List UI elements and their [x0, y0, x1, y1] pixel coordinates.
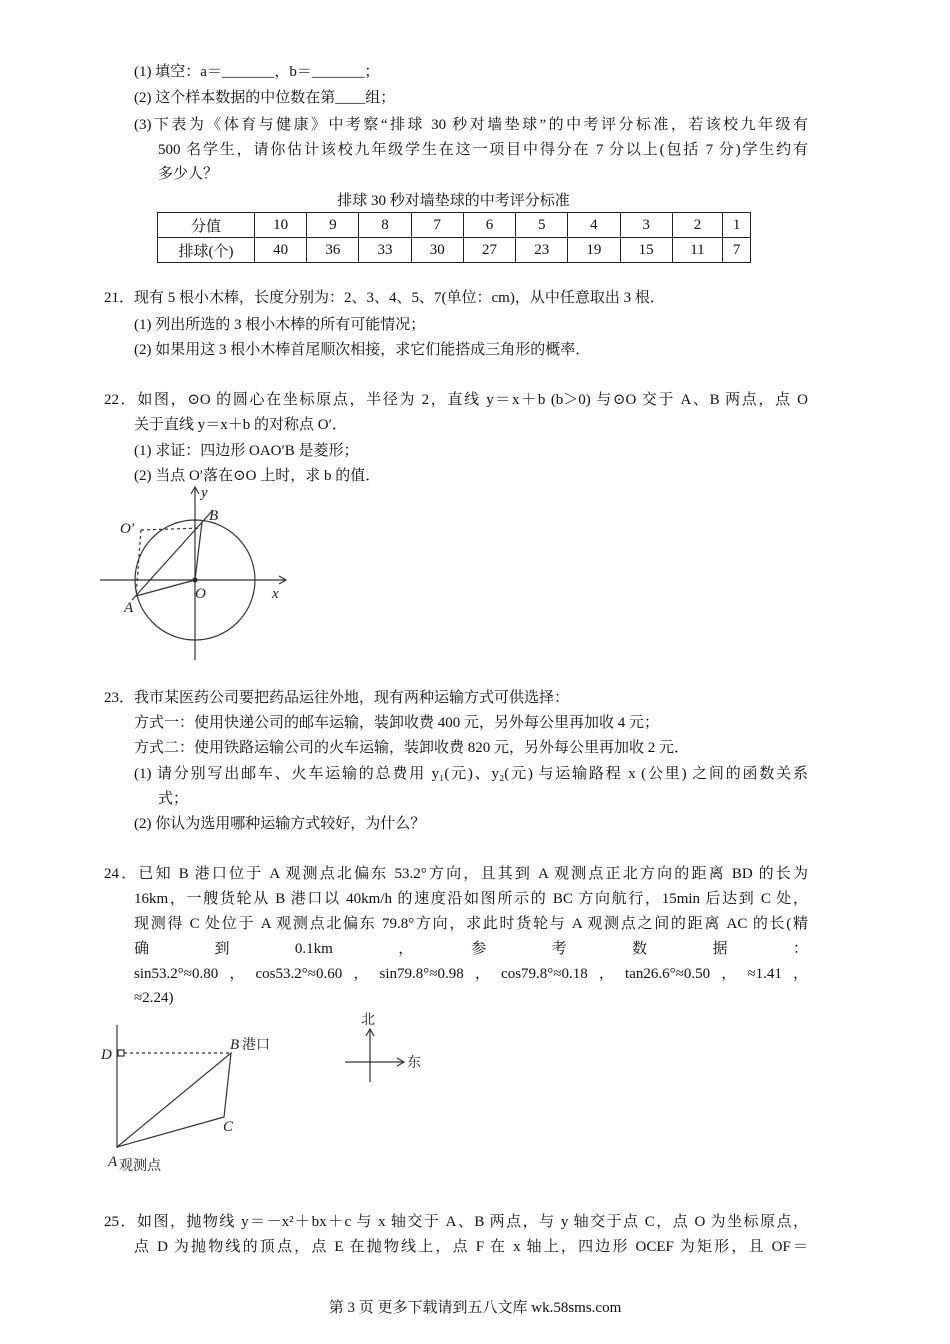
q21-part1: (1) 列出所选的 3 根小木棒的所有可能情况；	[134, 317, 426, 333]
q24-stem-line2: 16km，一艘货轮从 B 港口以 40km/h 的速度沿如图所示的 BC 方向航行，15min 后达到 C 处，	[134, 891, 808, 907]
label-b: B	[230, 1037, 240, 1053]
dashed-o-prime	[136, 528, 202, 596]
q20-part1: (1) 填空：a＝_______，b＝_______；	[134, 64, 380, 80]
q24-stem-line4: 确 到 0.1km ， 参 考 数 据 ：	[134, 941, 808, 957]
table-cell: 5	[516, 213, 568, 238]
label-b: B	[209, 508, 219, 524]
label-a: A	[108, 1154, 118, 1170]
q23-part1-line1: (1) 请分别写出邮车、火车运输的总费用 y₁(元)、y₂(元) 与运输路程 x (公里) 之间的函数关系	[134, 766, 808, 782]
label-d: D	[101, 1047, 112, 1063]
label-port: 港口	[242, 1037, 270, 1053]
page-footer: 第 3 页 更多下载请到五八文库 wk.58sms.com	[328, 1300, 622, 1316]
table-cell: 7	[723, 238, 751, 263]
label-north: 北	[361, 1012, 375, 1028]
q23-part2: (2) 你认为选用哪种运输方式较好，为什么？	[134, 816, 426, 832]
q23-stem: 23．我市某医药公司要把药品运往外地，现有两种运输方式可供选择：	[104, 690, 570, 706]
q20-part2: (2) 这个样本数据的中位数在第____组；	[134, 90, 396, 106]
q22-stem-line1: 22．如图，⊙O 的圆心在坐标原点，半径为 2，直线 y＝x＋b (b＞0) 与⊙O 交于 A、B 两点，点 O	[104, 392, 808, 408]
segment-ob	[195, 522, 202, 580]
q21-part2: (2) 如果用这 3 根小木棒首尾顺次相接，求它们能搭成三角形的概率．	[134, 342, 591, 358]
table-cell: 40	[255, 238, 307, 263]
q25-stem-line1: 25．如图，抛物线 y＝－x²＋bx＋c 与 x 轴交于 A、B 两点，与 y 轴交于点 C，点 O 为坐标原点，	[104, 1214, 808, 1230]
table-cell: 10	[255, 213, 307, 238]
label-observation: 观测点	[119, 1158, 161, 1174]
label-east: 东	[407, 1055, 421, 1071]
q22-part1: (1) 求证：四边形 OAO′B 是菱形；	[134, 443, 359, 459]
table-cell: 1	[723, 213, 751, 238]
table-cell: 30	[411, 238, 463, 263]
table-cell: 36	[307, 238, 359, 263]
q23-method2: 方式二：使用铁路运输公司的火车运输，装卸收费 820 元，另外每公里再加收 2 元．	[134, 740, 690, 756]
table-cell: 15	[620, 238, 672, 263]
table-cell: 分值	[158, 213, 255, 238]
segment-oa	[136, 580, 195, 596]
origin-point	[193, 578, 197, 582]
table-cell: 4	[568, 213, 620, 238]
table-cell: 19	[568, 238, 620, 263]
table-cell: 27	[463, 238, 515, 263]
table-cell: 9	[307, 213, 359, 238]
table-cell: 11	[672, 238, 722, 263]
label-a: A	[124, 600, 134, 616]
label-x: x	[272, 586, 279, 602]
q23-method1: 方式一：使用快递公司的邮车运输，装卸收费 400 元，另外每公里再加收 4 元；	[134, 715, 660, 731]
right-angle-mark	[118, 1050, 124, 1056]
q24-stem-line5: sin53.2°≈0.80，cos53.2°≈0.60，sin79.8°≈0.98，cos79.8°≈0.18，tan26.6°≈0.50，≈1.41，	[134, 966, 808, 982]
label-c: C	[223, 1119, 234, 1135]
q20-part3-line1: (3)下表为《体育与健康》中考察“排球 30 秒对墙垫球”的中考评分标准，若该校九年级有	[134, 117, 808, 133]
q24-stem-line3: 现测得 C 处位于 A 观测点北偏东 79.8°方向，求此时货轮与 A 观测点之间的距离 AC 的长(精	[134, 916, 808, 932]
q21-stem: 21．现有 5 根小木棒，长度分别为：2、3、4、5、7(单位：cm)，从中任意取出 3 根．	[104, 290, 665, 306]
table-cell: 6	[463, 213, 515, 238]
q20-part3-line3: 多少人？	[158, 166, 219, 182]
table-cell: 3	[620, 213, 672, 238]
q22-stem-line2: 关于直线 y＝x＋b 的对称点 O′．	[134, 417, 347, 433]
q24-stem-line1: 24．已知 B 港口位于 A 观测点北偏东 53.2°方向，且其到 A 观测点正北方向的距离 BD 的长为	[104, 866, 808, 882]
table-caption: 排球 30 秒对墙垫球的中考评分标准	[337, 193, 570, 209]
triangle-abc	[117, 1053, 231, 1147]
table-cell: 33	[359, 238, 411, 263]
label-o-prime: O′	[120, 521, 135, 537]
q22-figure	[100, 487, 286, 660]
q20-part3-line2: 500 名学生，请你估计该校九年级学生在这一项目中得分在 7 分以上(包括 7 分)学生约有	[158, 142, 808, 158]
label-y: y	[201, 485, 208, 501]
table-cell: 8	[359, 213, 411, 238]
q24-stem-line6: ≈2.24)	[134, 990, 174, 1006]
table-cell: 排球(个)	[158, 238, 255, 263]
label-o: O	[195, 586, 206, 602]
q22-part2: (2) 当点 O′落在⊙O 上时，求 b 的值．	[134, 468, 381, 484]
table-cell: 23	[516, 238, 568, 263]
table-cell: 2	[672, 213, 722, 238]
table-cell: 7	[411, 213, 463, 238]
q25-stem-line2: 点 D 为抛物线的顶点，点 E 在抛物线上，点 F 在 x 轴上，四边形 OCEF 为矩形，且 OF＝	[134, 1239, 808, 1255]
q23-part1-line2: 式；	[158, 791, 189, 807]
